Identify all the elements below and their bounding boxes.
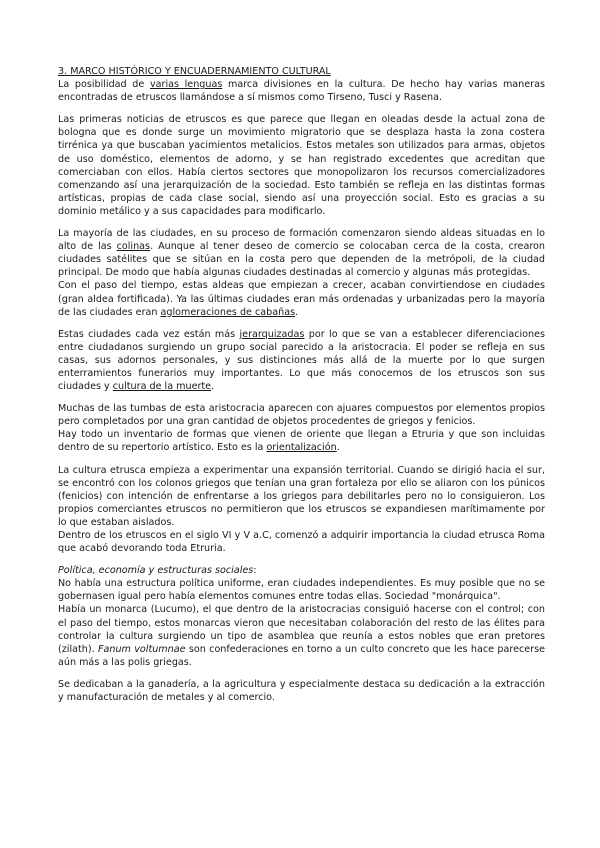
paragraph-roma: Dentro de los etruscos en el siglo VI y V a.C, comenzó a adquirir importancia la ciudad etrusca Roma que acabó devorando toda Etruria. <box>58 530 545 555</box>
paragraph-estructura: No había una estructura política uniforme, eran ciudades independientes. Es muy posible que no se gobernasen igual pero había elementos comunes entre todas ellas. Sociedad "monárquica". <box>58 578 545 603</box>
underlined-term: varias lenguas <box>149 79 223 91</box>
paragraph-jerarquia: Estas ciudades cada vez están más jerarquizadas por lo que se van a establecer diferenciaciones entre ciudadanos surgiendo un grupo social parecido a la aristocracia. El poder se refleja en sus casas, sus adornos personales, y sus distinciones más allá de la muerte por lo que surgen enterramientos funerarios muy importantes. Lo que más conocemos de los etruscos son sus ciudades y cultura de la muerte. <box>58 328 546 393</box>
paragraph-origen: Las primeras noticias de etruscos es que parece que llegan en oleadas desde la actual zona de bologna que es donde surge un movimiento migratorio que se desplaza hasta la zona costera tirrénica ya que buscaban yacimientos metalicios. Estos metales son utilizados para armas, objetos de uso doméstico, elementos de adorno, y se han registrado excedentes que acreditan que comerciaban con ellos. Había ciertos sectores que monopolizaron los recursos comercializadores comenzando así una jerarquización de la sociedad. Esto también se refleja en las distintas formas artísticas, propias de cada clase social, siendo así una proyección social. Esto es gracias a su dominio metálico y a sus capacidades para modificarlo. <box>58 114 545 217</box>
paragraph-expansion: La cultura etrusca empieza a experimentar una expansión territorial. Cuando se dirigió hacia el sur, se encontró con los colonos griegos que tenían una gran fortaleza por ello se aliaron con los púnicos (fenicios) con intención de enfrentarse a los griegos para debilitarles pero no lo consiguieron. Los propios comerciantes etruscos no permitieron que los etruscos se expandiesen marítimamente por lo que estaban aislados. <box>58 464 545 528</box>
underlined-term: orientalización <box>266 442 337 454</box>
subsection-heading: Política, economía y estructuras sociales: <box>58 565 257 577</box>
underlined-term: colinas <box>116 241 151 253</box>
paragraph-lenguas: La posibilidad de varias lenguas marca divisiones en la cultura. De hecho hay varias maneras encontradas de etruscos llamándose a sí mismos como Tirseno, Tusci y Rasena. <box>58 79 545 104</box>
paragraph-tumbas: Muchas de las tumbas de esta aristocracia aparecen con ajuares compuestos por elementos propios pero completados por una gran cantidad de objetos procedentes de griegos y fenicios. <box>58 403 545 428</box>
paragraph-ciudades: La mayoría de las ciudades, en su proceso de formación comenzaron siendo aldeas situadas en lo alto de las colinas. Aunque al tener deseo de comercio se colocaban cerca de la costa, crearon ciudades satélites que se sitúan en la costa pero que dependen de la metrópoli, de la ciudad principal. De modo que había algunas ciudades destinadas al comercio y algunas más protegidas. <box>58 228 546 279</box>
underlined-term: aglomeraciones de cabañas <box>160 306 296 318</box>
italic-term: Fanum voltumnae <box>97 643 186 655</box>
underlined-term: cultura de la muerte <box>112 381 212 393</box>
paragraph-aldeas: Con el paso del tiempo, estas aldeas que empiezan a crecer, acaban convirtiendose en ciudades (gran aldea fortificada). Ya las últimas ciudades eran más ordenadas y urbanizadas pero la mayoría de las ciudades eran aglomeraciones de cabañas. <box>58 280 545 318</box>
section-title: 3. MARCO HISTÓRICO Y ENCUADERNAMIENTO CULTURAL <box>58 66 331 77</box>
paragraph-orientalizacion: Hay todo un inventario de formas que vienen de oriente que llegan a Etruria y que son incluidas dentro de su repertorio artístico. Esto es la orientalización. <box>58 429 545 454</box>
paragraph-monarca: Había un monarca (Lucumo), el que dentro de la aristocracias consiguió hacerse con el control; con el paso del tiempo, estos monarcas vieron que necesitaban colaboración del resto de las élites para controlar la cultura surgiendo un tipo de asamblea que reunía a estos nobles que eran pretores (zilath). Fanum voltumnae son confederaciones en torno a un culto concreto que les hace parecerse aún más a las polis griegas. <box>58 604 545 668</box>
document-body <box>58 65 545 704</box>
underlined-term: jerarquizadas <box>239 328 305 340</box>
paragraph-economia: Se dedicaban a la ganadería, a la agricultura y especialmente destaca su dedicación a la extracción y manufacturación de metales y al comercio. <box>58 678 545 704</box>
